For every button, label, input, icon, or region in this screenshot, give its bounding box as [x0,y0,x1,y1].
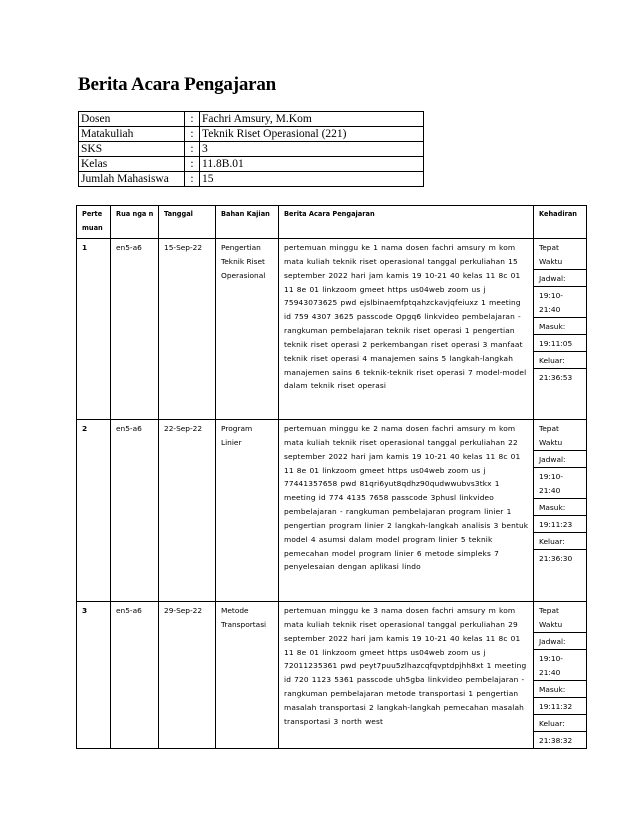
cell-pertemuan: 2 [77,420,111,602]
kehadiran-keluar-label: Keluar: [534,533,586,550]
kehadiran-masuk: 19:11:23 [534,516,586,533]
info-key: SKS [79,142,185,157]
kehadiran-masuk-label: Masuk: [534,681,586,698]
info-value: 3 [200,142,424,157]
info-sep: : [185,112,200,127]
kehadiran-masuk: 19:11:05 [534,335,586,352]
cell-ruangan: en5-a6 [111,239,159,420]
kehadiran-masuk-label: Masuk: [534,499,586,516]
info-row-dosen [79,112,424,127]
kehadiran-jadwal: 19:10-21:40 [534,650,586,681]
header-ruangan: Rua nga n [111,206,159,239]
kehadiran-keluar: 21:38:32 [539,736,573,745]
info-value: 11.8B.01 [200,157,424,172]
kehadiran-status: Tepat Waktu [534,239,586,270]
info-key: Dosen [79,112,185,127]
info-key: Kelas [79,157,185,172]
cell-berita-acara: pertemuan minggu ke 1 nama dosen fachri amsury m kom mata kuliah teknik riset operasional tanggal perkuliahan 15 september 2022 hari jam kamis 19 10-21 40 kelas 11 8c 01 11 8e 01 linkzoom gmeet https us04web zoom us j 75943073625 pwd ejslbinaemfptqahzckavjqfeiuxz 1 meeting id 759 4307 3625 passcode Opgq6 linkvideo pembelajaran - rangkuman pembelajaran teknik riset operasi 1 pengertian teknik riset operasi 2 perkembangan riset operasi 3 manfaat teknik riset operasi 4 manajemen sains 5 langkah-langkah manajemen sains 6 teknik-teknik riset operasi 7 model-model dalam teknik riset operasi [279,239,534,420]
cell-berita-acara: pertemuan minggu ke 3 nama dosen fachri amsury m kom mata kuliah teknik riset operasional tanggal perkuliahan 29 september 2022 hari jam kamis 19 10-21 40 kelas 11 8c 01 11 8e 01 linkzoom gmeet https us04web zoom us j 72011235361 pwd peyt7puu5zlhazcqfqvptdpjhh8xt 1 meeting id 720 1123 5361 passcode uh5gba linkvideo pembelajaran - rangkuman pembelajaran metode transportasi 1 pengertian masalah transportasi 2 langkah-langkah pemecahan masalah transportasi 3 north west [279,602,534,749]
info-value: Fachri Amsury, M.Kom [200,112,424,127]
info-sep: : [185,172,200,187]
kehadiran-keluar: 21:36:53 [539,373,573,382]
info-value: Teknik Riset Operasional (221) [200,127,424,142]
info-row-matakuliah [79,127,424,142]
cell-kehadiran [534,239,587,420]
cell-ruangan: en5-a6 [111,420,159,602]
table-row [77,239,587,420]
header-berita-acara: Berita Acara Pengajaran [279,206,534,239]
cell-berita-acara: pertemuan minggu ke 2 nama dosen fachri amsury m kom mata kuliah teknik riset operasional tanggal perkuliahan 22 september 2022 hari jam kamis 19 10-21 40 kelas 11 8c 01 11 8e 01 linkzoom gmeet https us04web zoom us j 77441357658 pwd 81qri6yut8qdhz90qudwwubvs3tkx 1 meeting id 774 4135 7658 passcode 3phusl linkvideo pembelajaran - rangkuman pembelajaran program linier 1 pengertian program linier 2 langkah-langkah analisis 3 bentuk model 4 asumsi dalam model program linier 5 teknik pemecahan model program linier 6 metode simpleks 7 penyelesaian dengan aplikasi lindo [279,420,534,602]
kehadiran-status: Tepat Waktu [534,420,586,451]
cell-bahan-kajian: Program Linier [216,420,279,602]
table-header-row [77,206,587,239]
info-row-kelas [79,157,424,172]
cell-kehadiran [534,602,587,749]
kehadiran-keluar-label: Keluar: [534,715,586,732]
info-sep: : [185,127,200,142]
cell-tanggal: 29-Sep-22 [159,602,216,749]
kehadiran-jadwal: 19:10-21:40 [534,468,586,499]
header-pertemuan: Perte muan [77,206,111,239]
cell-bahan-kajian: Metode Transportasi [216,602,279,749]
info-key: Jumlah Mahasiswa [79,172,185,187]
kehadiran-jadwal: 19:10-21:40 [534,287,586,318]
info-sep: : [185,142,200,157]
info-value: 15 [200,172,424,187]
kehadiran-masuk: 19:11:32 [534,698,586,715]
cell-pertemuan: 1 [77,239,111,420]
cell-bahan-kajian: Pengertian Teknik Riset Operasional [216,239,279,420]
berita-acara-table [76,205,587,749]
info-row-jumlah-mahasiswa [79,172,424,187]
kehadiran-jadwal-label: Jadwal: [534,451,586,468]
header-kehadiran: Kehadiran [534,206,587,239]
cell-tanggal: 22-Sep-22 [159,420,216,602]
header-bahan-kajian: Bahan Kajian [216,206,279,239]
kehadiran-status: Tepat Waktu [534,602,586,633]
info-key: Matakuliah [79,127,185,142]
cell-ruangan: en5-a6 [111,602,159,749]
kehadiran-keluar-label: Keluar: [534,352,586,369]
kehadiran-keluar: 21:36:30 [539,554,573,563]
kehadiran-jadwal-label: Jadwal: [534,633,586,650]
info-table [78,111,424,187]
cell-pertemuan: 3 [77,602,111,749]
kehadiran-masuk-label: Masuk: [534,318,586,335]
page-title: Berita Acara Pengajaran [78,74,277,95]
cell-kehadiran [534,420,587,602]
cell-tanggal: 15-Sep-22 [159,239,216,420]
info-row-sks [79,142,424,157]
info-sep: : [185,157,200,172]
kehadiran-jadwal-label: Jadwal: [534,270,586,287]
table-row [77,602,587,749]
header-tanggal: Tanggal [159,206,216,239]
table-row [77,420,587,602]
